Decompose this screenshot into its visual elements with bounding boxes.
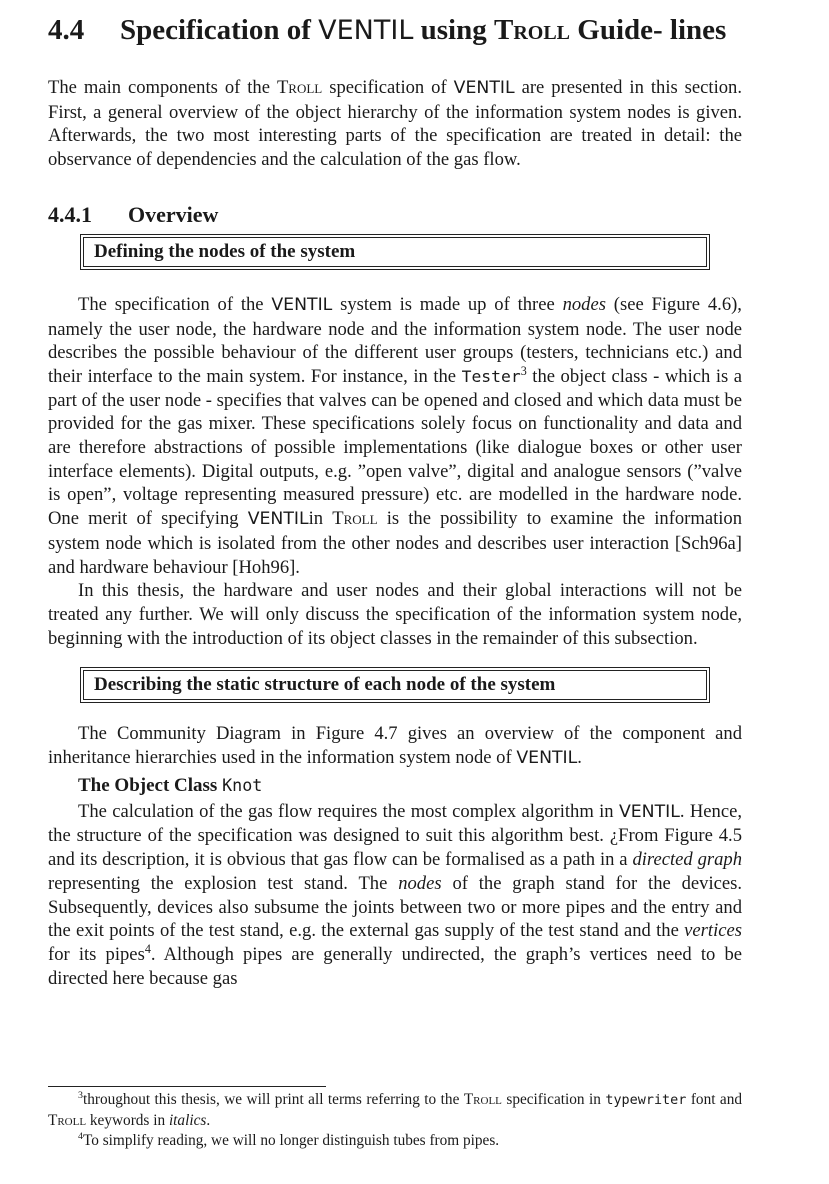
page-content (48, 12, 742, 990)
object-class-heading: The Object Class Knot (78, 774, 263, 796)
paragraph-thesis-scope: In this thesis, the hardware and user nodes and their global interactions will not be treated any further. We will only discuss the specification of the information system node, beginning with the introduction of its object classes in the remainder of this subsection. (48, 580, 742, 649)
footnote-3: $^3$throughout this thesis, we will print all terms referring to the Troll specification in typewriter font and Troll keywords in italics. (48, 1089, 743, 1129)
boxed-heading-nodes: Defining the nodes of the system (80, 234, 710, 270)
boxed-heading-static-structure: Describing the static structure of each node of the system (80, 667, 710, 703)
paragraph-gas-flow: The calculation of the gas flow requires the most complex algorithm in VENTIL. Hence, the structure of the specification was designed to suit this algorithm best. ¿From Figure 4.5 and its description, it is obvious that gas flow can be formalised as a path in a directed graph representing the explosion test stand. The nodes of the graph stand for the devices. Subsequently, devices also subsume the joints between two or more pipes and the entry and the exit points of the test stand, e.g. the external gas supply of the test stand and the vertices for its pipes$^4$. Although pipes are generally undirected, the graph’s vertices need to be directed here because gas (48, 800, 743, 989)
footnotes (48, 1090, 742, 1151)
footnote-4: $^4$To simplify reading, we will no longer distinguish tubes from pipes. (78, 1130, 500, 1149)
paragraph-nodes: The specification of the VENTIL system is made up of three nodes (see Figure 4.6), namely the user node, the hardware node and the information system node. The user node describes the possible behaviour of the different user groups (testers, technicians etc.) and their interface to the main system. For instance, in the Tester$^3$ the object class - which is a part of the user node - specifies that valves can be opened and closed and which data must be provided for the gas mixer. These specifications solely focus on functionality and data and are therefore abstractions of possible implementations (like dialogue boxes or other user interface elements). Digital outputs, e.g. ”open valve”, digital and analogue sensors (”valve is open”, voltage representing measured pressure) etc. are modelled in the hardware node. One merit of specifying VENTILin Troll is the possibility to examine the information system node which is isolated from the other nodes and describes user interaction [Sch96a] and hardware behaviour [Hoh96]. (48, 293, 743, 578)
subsection-heading: 4.4.1 Overview (48, 201, 219, 227)
section-number: 4.4 (48, 14, 85, 46)
footnote-rule (48, 1086, 326, 1087)
intro-paragraph: The main components of the Troll specification of VENTIL are presented in this section. First, a general overview of the object hierarchy of the information system nodes is given. Afterwards, the two most interesting parts of the specification are treated in detail: the observance of dependencies and the calculation of the gas flow. (48, 77, 742, 171)
section-heading (48, 12, 742, 49)
section-title: Specification of VENTIL using Troll Guide- lines (120, 14, 727, 46)
paragraph-community-diagram: The Community Diagram in Figure 4.7 gives an overview of the component and inheritance hierarchies used in the information system node of VENTIL. (48, 723, 742, 769)
